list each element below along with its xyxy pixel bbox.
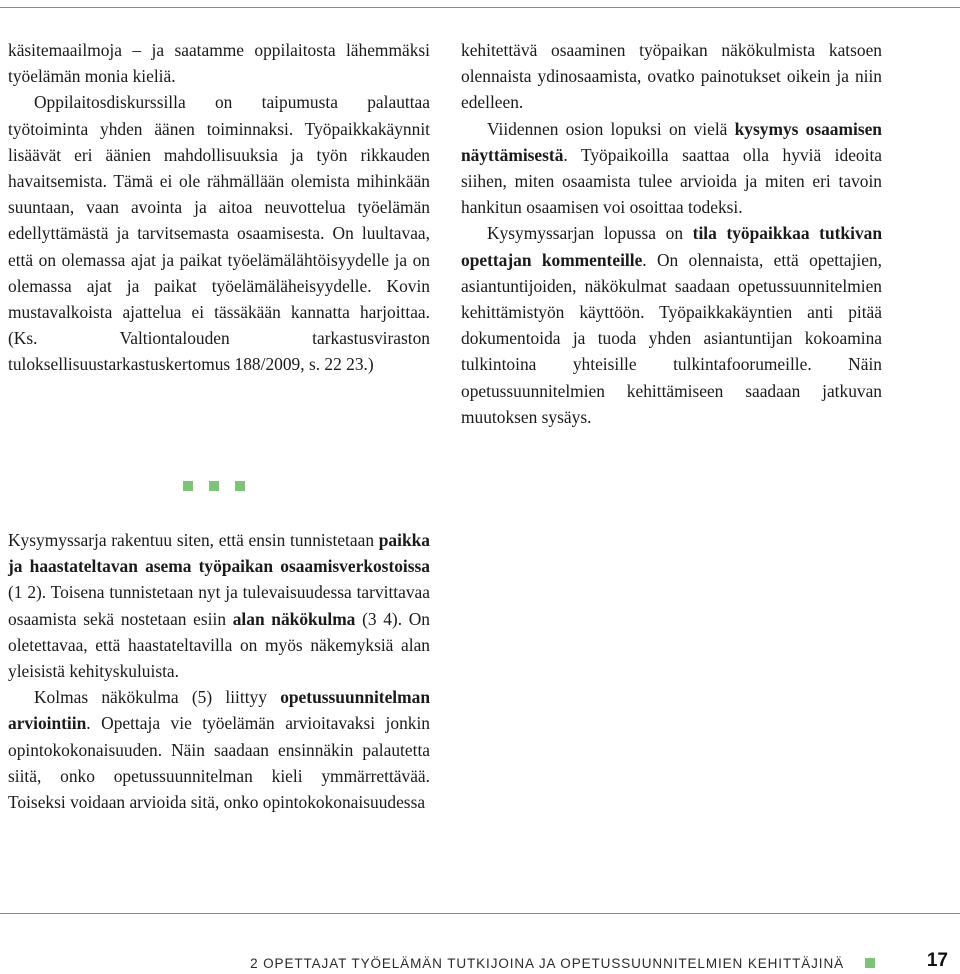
text-run: Oppilaitosdiskurssilla on taipumusta palauttaa työtoiminta yhden äänen toiminnaksi. Työpaikkakäynnit lisäävät eri äänien mahdollisuuksia ja työn rikkauden havaitsemista. Tämä ei ole rähmällään olemista mihinkään suuntaan, vaan avointa ja aitoa neuvottelua työelämän edellyttämästä ja tarvitsemasta osaamisesta. On luultavaa, että on olemassa ajat ja paikat työelämälähtöisyydelle ja on olemassa ajat ja paikat työelämäläheisyydelle. Kovin mustavalkoista ajattelua ei tässäkään kannatta harjoittaa. (Ks. Valtiontalouden tarkastusviraston tuloksellisuustarkastuskertomus 188/2009, s. 22 23.) — [8, 92, 430, 375]
top-rule — [0, 7, 960, 8]
green-square-icon — [235, 481, 245, 491]
page-number: 17 — [926, 950, 948, 971]
bold-phrase: tila työpaikkaa tutkivan opettajan kommenteille — [461, 223, 883, 270]
green-square-icon — [183, 481, 193, 491]
text-run: Kolmas näkökulma (5) liittyy — [34, 687, 281, 708]
text-run: Kysymyssarja rakentuu siten, että ensin tunnistetaan — [8, 530, 379, 550]
bold-phrase: kysymys osaamisen näyttämisestä — [461, 118, 882, 165]
right-column — [461, 37, 882, 430]
bottom-rule — [0, 913, 960, 914]
paragraph — [8, 37, 430, 89]
text-run: . Opettaja vie työelämän arvioitavaksi jonkin opintokokonaisuuden. Näin saadaan ensinnäkin palautetta siitä, onko opetussuunnitelman kieli ymmärrettävää. Toiseksi voidaan arvioida sitä, onko opintokokonaisuudessa — [8, 713, 430, 813]
paragraph — [8, 89, 430, 377]
paragraph — [461, 116, 882, 221]
text-run: käsitemaailmoja – ja saatamme oppilaitosta lähemmäksi työelämän monia kieliä. — [8, 40, 430, 87]
bold-phrase: paikka ja haastateltavan asema työpaikan osaamisverkostoissa — [8, 530, 430, 577]
text-run: (3 4). On oletettavaa, että haastateltavilla on myös näkemyksiä alan yleisistä kehityskuluista. — [8, 608, 430, 682]
green-square-icon — [209, 481, 219, 491]
text-run: Viidennen osion lopuksi on vielä — [487, 118, 735, 139]
left-column-bottom — [8, 527, 430, 815]
green-square-icon — [865, 958, 875, 968]
text-run: (1 2). Toisena tunnistetaan nyt ja tulevaisuudessa tarvittavaa osaamista sekä nostetaan esiin — [8, 582, 430, 629]
paragraph — [8, 527, 430, 684]
bold-phrase: alan näkökulma — [232, 608, 356, 629]
paragraph — [461, 220, 882, 430]
bold-phrase: opetussuunnitelman arviointiin — [8, 687, 430, 734]
text-run: kehitettävä osaaminen työpaikan näkökulmista katsoen olennaista ydinosaamista, ovatko painotukset oikein ja niin edelleen. — [461, 40, 882, 113]
paragraph — [461, 37, 882, 116]
page-footer — [0, 930, 960, 970]
text-run: Kysymyssarjan lopussa on — [487, 223, 693, 244]
text-run: . On olennaista, että opettajien, asiantuntijoiden, näkökulmat saadaan opetussuunnitelmien kehittämistyön käyttöön. Työpaikkakäyntien anti pitää dokumentoida ja tuoda yhden asiantuntijan kokoamina tulkintoina yhteisille tulkintafoorumeille. Näin opetussuunnitelmien kehittämiseen saadaan jatkuvan muutoksen sysäys. — [461, 249, 882, 427]
paragraph — [8, 684, 430, 815]
left-column-top — [8, 37, 430, 378]
running-footer-title: 2 OPETTAJAT TYÖELÄMÄN TUTKIJOINA JA OPETUSSUUNNITELMIEN KEHITTÄJINÄ — [250, 956, 844, 971]
text-run: . Työpaikoilla saattaa olla hyviä ideoita siihen, miten osaamista tulee arvioida ja miten eri tavoin hankitun osaamisen voi osoittaa todeksi. — [461, 144, 882, 218]
section-divider — [183, 481, 245, 491]
